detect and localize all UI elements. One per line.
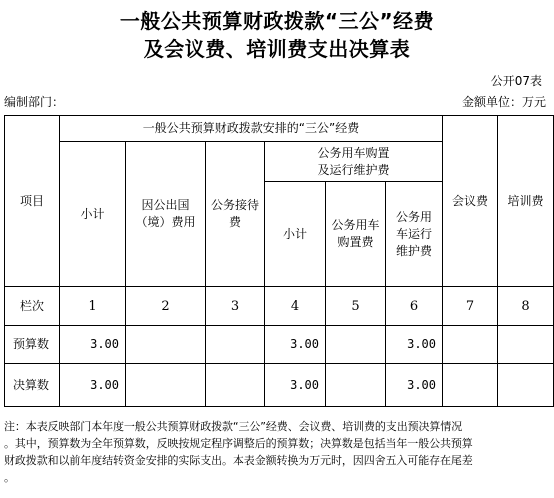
report-title-line1: 一般公共预算财政拨款“三公”经费 bbox=[119, 9, 435, 33]
form-code: 公开07表 bbox=[490, 74, 542, 88]
header-group: 一般公共预算财政拨款安排的“三公”经费 bbox=[60, 116, 443, 142]
index-cell: 2 bbox=[126, 287, 206, 326]
header-vehicle-maintenance: 公务用 车运行 维护费 bbox=[386, 182, 443, 287]
table-row-final bbox=[5, 364, 554, 407]
table-row-budget bbox=[5, 326, 554, 364]
value-cell: 3.00 bbox=[60, 364, 126, 407]
header-travel-abroad: 因公出国（境）费用 bbox=[126, 142, 206, 287]
expense-table bbox=[4, 115, 554, 407]
row-label: 决算数 bbox=[5, 364, 60, 407]
table-row-index bbox=[5, 287, 554, 326]
value-cell bbox=[498, 364, 554, 407]
header-training: 培训费 bbox=[498, 116, 554, 287]
row-label: 栏次 bbox=[5, 287, 60, 326]
footnote: 注：本表反映部门本年度一般公共预算财政拨款“三公”经费、会议费、培训费的支出预决算情况 。其中，预算数为全年预算数，反映按规定程序调整后的预算数；决算数是包括当年一般公共预算 财政拨款和以前年度结转资金安排的实际支出。本表金额转换为万元时，因四舍五入可能存在尾差 。 bbox=[4, 420, 473, 484]
dept-label: 编制部门： bbox=[4, 95, 65, 109]
value-cell bbox=[126, 364, 206, 407]
header-reception: 公务接待费 bbox=[206, 142, 265, 287]
index-cell: 3 bbox=[206, 287, 265, 326]
index-cell: 5 bbox=[326, 287, 386, 326]
header-vehicle-group: 公务用车购置 及运行维护费 bbox=[265, 142, 443, 182]
header-vehicle-purchase: 公务用车 购置费 bbox=[326, 182, 386, 287]
value-cell bbox=[443, 326, 498, 364]
value-cell: 3.00 bbox=[265, 364, 326, 407]
value-cell bbox=[498, 326, 554, 364]
report-title-line2: 及会议费、培训费支出决算表 bbox=[143, 37, 411, 61]
index-cell: 1 bbox=[60, 287, 126, 326]
value-cell: 3.00 bbox=[386, 326, 443, 364]
header-vehicle-subtotal: 小计 bbox=[265, 182, 326, 287]
value-cell bbox=[326, 364, 386, 407]
header-meeting: 会议费 bbox=[443, 116, 498, 287]
row-label: 预算数 bbox=[5, 326, 60, 364]
value-cell bbox=[206, 326, 265, 364]
index-cell: 7 bbox=[443, 287, 498, 326]
value-cell bbox=[126, 326, 206, 364]
index-cell: 8 bbox=[498, 287, 554, 326]
header-subtotal: 小计 bbox=[60, 142, 126, 287]
unit-label: 金额单位：万元 bbox=[461, 95, 546, 109]
value-cell: 3.00 bbox=[265, 326, 326, 364]
value-cell: 3.00 bbox=[386, 364, 443, 407]
header-item: 项目 bbox=[5, 116, 60, 287]
index-cell: 4 bbox=[265, 287, 326, 326]
value-cell bbox=[443, 364, 498, 407]
value-cell: 3.00 bbox=[60, 326, 126, 364]
value-cell bbox=[326, 326, 386, 364]
index-cell: 6 bbox=[386, 287, 443, 326]
value-cell bbox=[206, 364, 265, 407]
